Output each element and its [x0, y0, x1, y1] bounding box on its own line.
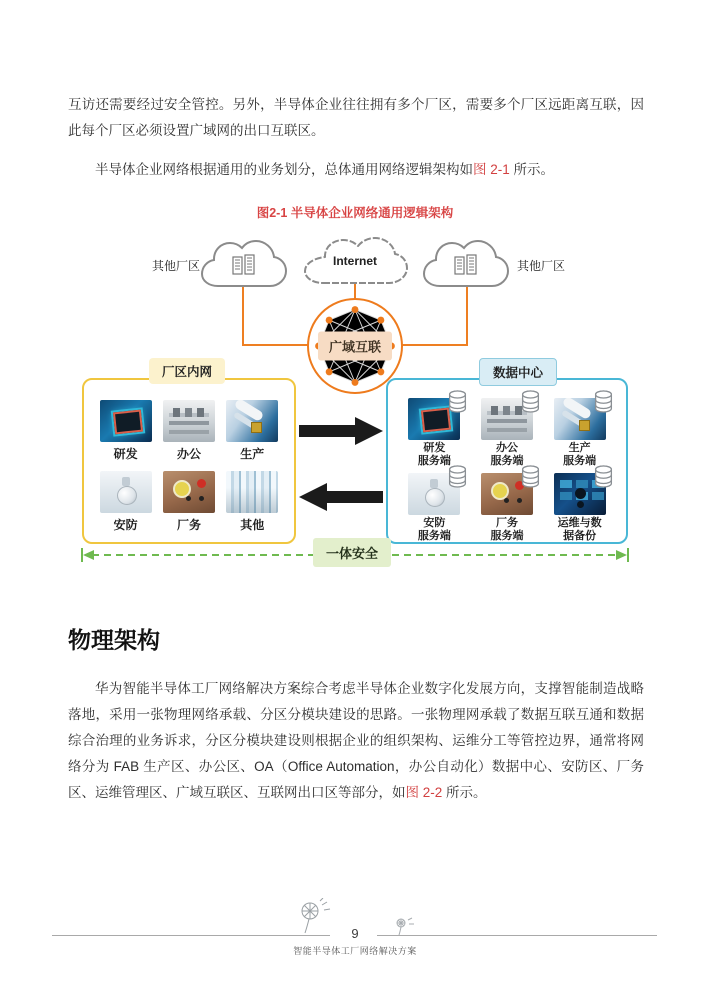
database-icon: [520, 388, 541, 415]
building-icon: [230, 253, 258, 277]
paragraph: [68, 92, 644, 144]
figure-caption: 图2-1 半导体企业网络通用逻辑架构: [256, 206, 454, 220]
zone-item: [226, 471, 278, 533]
database-icon: [593, 463, 614, 490]
paragraph-text: 互访还需要经过安全管控。另外，半导体企业往往拥有多个厂区，需要多个厂区远距离互联，因此每个厂区必须设置广域网的出口互联区。: [68, 97, 644, 138]
zone-item: [100, 400, 152, 462]
zone-item: [100, 471, 152, 533]
security-photo: [100, 471, 152, 513]
intranet-box-title: 厂区内网: [149, 358, 225, 384]
block-arrow-right-icon: [299, 416, 383, 446]
production-photo: [226, 400, 278, 442]
zone-label: 办公 服务端: [490, 442, 524, 467]
cloud-label-right: 其他厂区: [517, 259, 566, 273]
intranet-box: [82, 378, 296, 544]
database-icon: [447, 388, 468, 415]
zone-item: [163, 471, 215, 533]
paragraph-text: 所示。: [509, 162, 555, 177]
other-campus-cloud-left: [196, 236, 292, 294]
zone-item: [554, 473, 606, 542]
zone-label: 运维与数 据备份: [557, 517, 602, 542]
block-arrow-left-icon: [299, 482, 383, 512]
page-number: 9: [351, 926, 359, 941]
database-icon: [447, 463, 468, 490]
other-campus-cloud-right: [418, 236, 514, 294]
zone-label: 办公: [176, 447, 201, 461]
network-architecture-diagram: [0, 230, 710, 580]
zone-item: [481, 398, 533, 467]
database-icon: [520, 463, 541, 490]
paragraph-text: 半导体企业网络根据通用的业务划分，总体通用网络逻辑架构如: [95, 162, 473, 177]
cloud-label-left: 其他厂区: [152, 259, 201, 273]
security-label: 一体安全: [313, 538, 391, 567]
paragraph: [68, 157, 644, 183]
other-photo: [226, 471, 278, 513]
zone-label: 安防: [113, 518, 138, 532]
paragraph: [68, 676, 644, 806]
zone-label: 厂务: [176, 518, 201, 532]
section-heading: 物理架构: [68, 627, 160, 653]
internet-cloud: [297, 234, 413, 292]
zone-label: 研发: [113, 447, 138, 461]
zone-item: [408, 473, 460, 542]
zone-label: 生产: [240, 447, 265, 461]
zone-item: [408, 398, 460, 467]
footer-title: 智能半导体工厂网络解决方案: [293, 946, 417, 956]
datacenter-box-title: 数据中心: [479, 358, 557, 386]
paragraph-text: 华为智能半导体工厂网络解决方案综合考虑半导体企业数字化发展方向，支撑智能制造战略落地，采用一张物理网络承载、分区分模块建设的思路。一张物理网承载了数据互联互通和数据综合治理的业务诉求，分区分模块建设则根据企业的组织架构、运维分工等管控边界，通常将网络分为 FAB 生产区、办公区、OA（Office Automation，办公自动化）数据中心、安防区、厂务区、运维管理区、广域互联区、互联网出口区等部分，如: [68, 681, 644, 800]
research-photo: [100, 400, 152, 442]
zone-label: 研发 服务端: [417, 442, 451, 467]
zone-item: [554, 398, 606, 467]
internet-label: Internet: [332, 254, 377, 268]
connector-line: [242, 344, 309, 346]
database-icon: [593, 388, 614, 415]
figure-ref-link[interactable]: 图 2-1: [473, 162, 510, 177]
figure-ref-link[interactable]: 图 2-2: [405, 785, 443, 800]
wan-hub-label: 广域互联: [318, 332, 392, 361]
facility-photo: [163, 471, 215, 513]
office-photo: [163, 400, 215, 442]
paragraph-text: 所示。: [442, 785, 487, 800]
connector-line: [242, 285, 244, 346]
zone-label: 厂务 服务端: [490, 517, 524, 542]
connector-line: [401, 344, 468, 346]
datacenter-box: [386, 378, 628, 544]
zone-item: [226, 400, 278, 462]
connector-line: [466, 285, 468, 346]
zone-label: 生产 服务端: [563, 442, 597, 467]
zone-label: 其他: [240, 518, 265, 532]
building-icon: [452, 253, 480, 277]
zone-item: [481, 473, 533, 542]
zone-label: 安防 服务端: [417, 517, 451, 542]
zone-item: [163, 400, 215, 462]
